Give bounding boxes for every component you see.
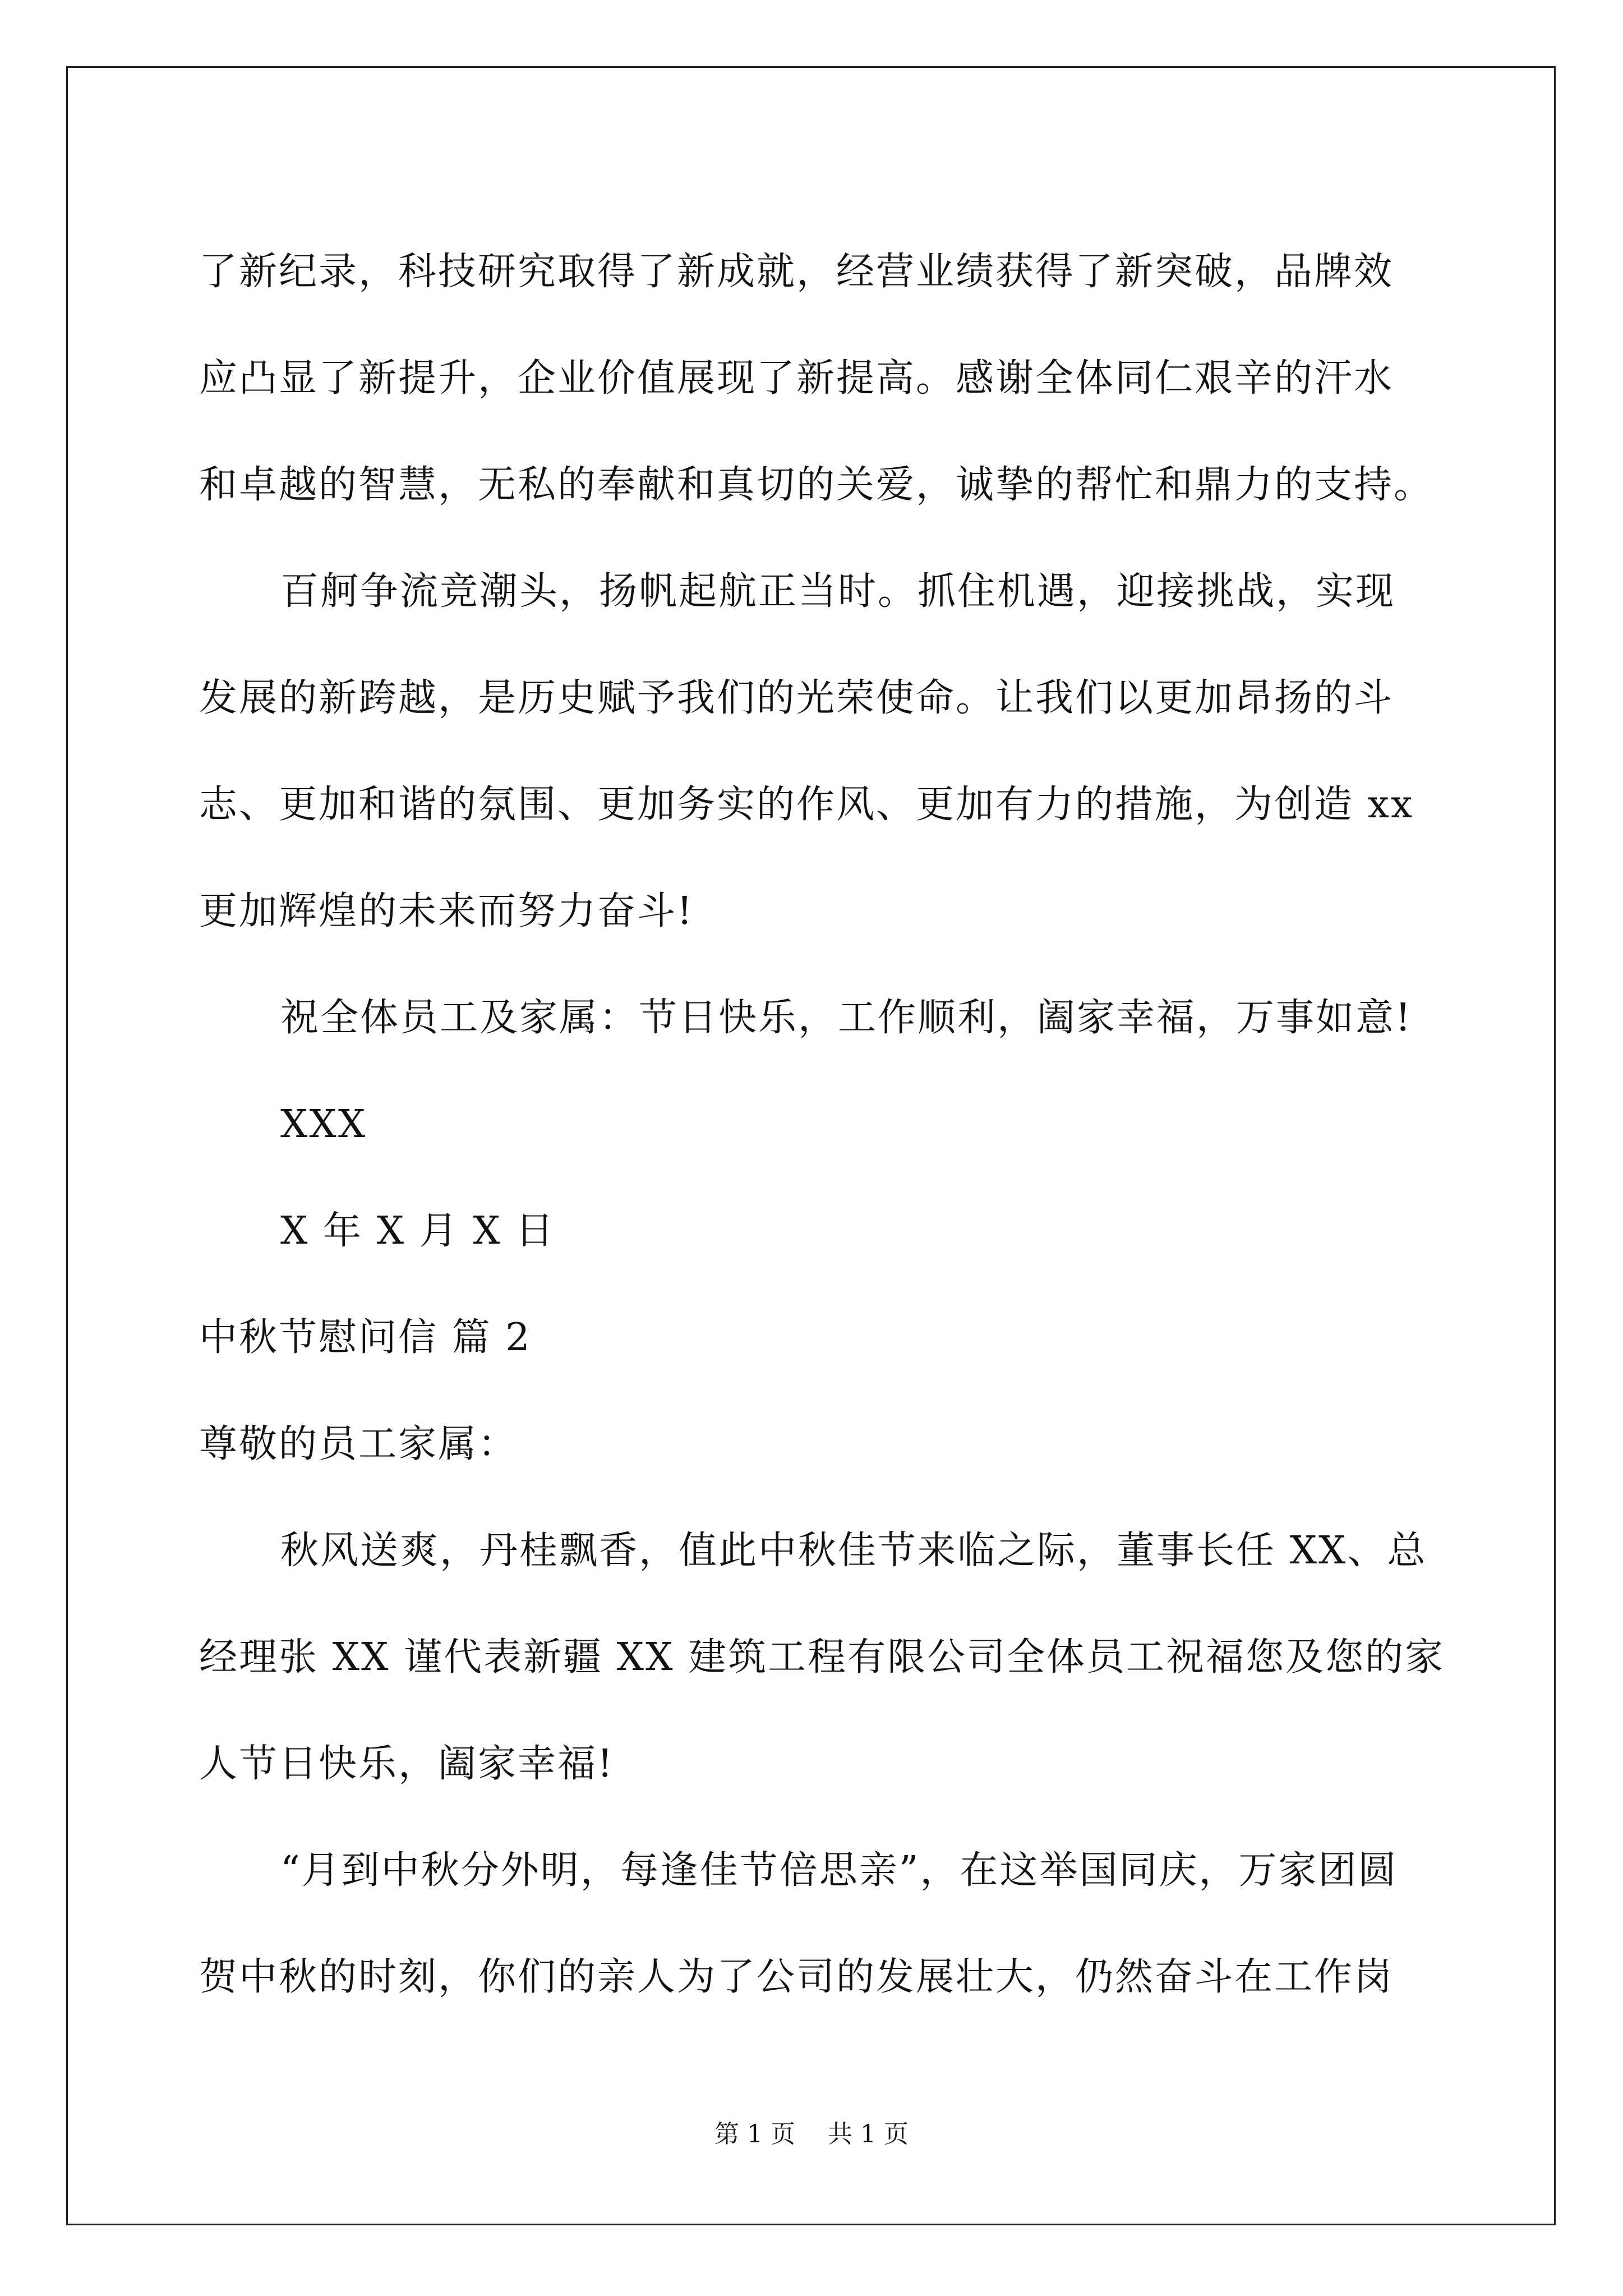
body-line: 经理张 XX 谨代表新疆 XX 建筑工程有限公司全体员工祝福您及您的家 — [199, 1635, 1445, 1680]
salutation: 尊敬的员工家属： — [199, 1422, 518, 1466]
body-line: 发展的新跨越，是历史赋予我们的光荣使命。让我们以更加昂扬的斗 — [199, 676, 1394, 720]
body-line: 贺中秋的时刻，你们的亲人为了公司的发展壮大，仍然奋斗在工作岗 — [199, 1955, 1394, 1999]
greeting-line: 祝全体员工及家属：节日快乐，工作顺利，阖家幸福，万事如意! — [280, 996, 1413, 1040]
section-heading: 中秋节慰问信 篇 2 — [199, 1315, 532, 1360]
body-line: 志、更加和谐的氛围、更加务实的作风、更加有力的措施，为创造 xx — [199, 783, 1414, 827]
date-line: X 年 X 月 X 日 — [280, 1209, 556, 1253]
document-body — [199, 219, 1450, 2031]
page-number: 第 1 页 — [714, 2120, 795, 2148]
signature: XXX — [280, 1102, 367, 1147]
body-line: 和卓越的智慧，无私的奉献和真切的关爱，诚挚的帮忙和鼎力的支持。 — [199, 463, 1434, 507]
body-line: 应凸显了新提升，企业价值展现了新提高。感谢全体同仁艰辛的汗水 — [199, 356, 1394, 401]
body-line: 更加辉煌的未来而努力奋斗! — [199, 889, 694, 933]
page-footer — [0, 2114, 1623, 2150]
page-total: 共 1 页 — [828, 2120, 909, 2148]
body-line: 人节日快乐，阖家幸福! — [199, 1742, 615, 1786]
body-line: 了新纪录，科技研究取得了新成就，经营业绩获得了新突破，品牌效 — [199, 250, 1394, 294]
paragraph-start: “月到中秋分外明，每逢佳节倍思亲”，在这举国同庆，万家团圆 — [280, 1848, 1398, 1893]
paragraph-start: 秋风送爽，丹桂飘香，值此中秋佳节来临之际，董事长任 XX、总 — [280, 1529, 1427, 1573]
paragraph-start: 百舸争流竞潮头，扬帆起航正当时。抓住机遇，迎接挑战，实现 — [280, 569, 1396, 614]
